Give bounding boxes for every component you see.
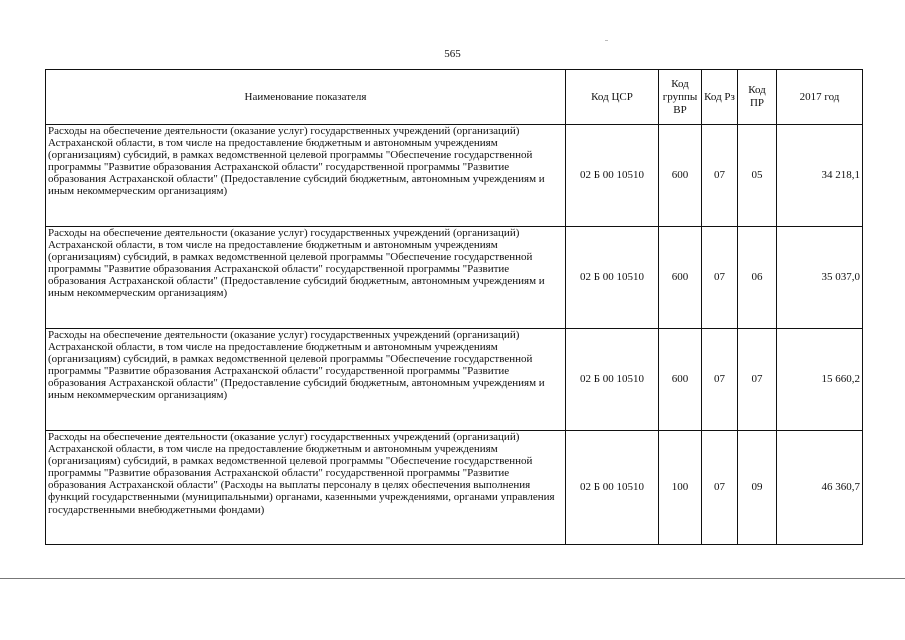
page-bottom-rule — [0, 578, 905, 579]
row-amount: 34 218,1 — [777, 125, 863, 227]
header-rz: Код Рз — [702, 70, 738, 125]
header-csr: Код ЦСР — [566, 70, 659, 125]
row-csr: 02 Б 00 10510 — [566, 227, 659, 329]
row-pr: 09 — [738, 431, 777, 545]
budget-table — [45, 69, 863, 545]
row-description: Расходы на обеспечение деятельности (оказание услуг) государственных учреждений (организаций) Астраханской области, в том числе на предоставление бюджетным и автономным учреждениям (организациям) субсидий, в рамках ведомственной целевой программы "Обеспечение государственной программы "Развитие образования Астраханской области" государственной программы "Развитие образования Астраханской области" (Расходы на выплаты персоналу в целях обеспечения выполнения функций государственными (муниципальными) органами, казенными учреждениями, органами управления государственными внебюджетными фондами) — [46, 431, 566, 545]
header-year: 2017 год — [777, 70, 863, 125]
row-description: Расходы на обеспечение деятельности (оказание услуг) государственных учреждений (организаций) Астраханской области, в том числе на предоставление бюджетным и автономным учреждениям (организациям) субсидий, в рамках ведомственной целевой программы "Обеспечение государственной программы "Развитие образования Астраханской области" государственной программы "Развитие образования Астраханской области" (Предоставление субсидий бюджетным, автономным учреждениям и иным некоммерческим организациям) — [46, 329, 566, 431]
table-row — [46, 329, 863, 431]
row-csr: 02 Б 00 10510 — [566, 431, 659, 545]
row-rz: 07 — [702, 125, 738, 227]
row-rz: 07 — [702, 431, 738, 545]
table-row — [46, 125, 863, 227]
header-name: Наименование показателя — [46, 70, 566, 125]
header-vr: Код группы ВР — [659, 70, 702, 125]
scan-mark — [605, 40, 608, 41]
row-description: Расходы на обеспечение деятельности (оказание услуг) государственных учреждений (организаций) Астраханской области, в том числе на предоставление бюджетным и автономным учреждениям (организациям) субсидий, в рамках ведомственной целевой программы "Обеспечение государственной программы "Развитие образования Астраханской области" государственной программы "Развитие образования Астраханской области" (Предоставление субсидий бюджетным, автономным учреждениям и иным некоммерческим организациям) — [46, 227, 566, 329]
row-vr: 600 — [659, 329, 702, 431]
table-row — [46, 431, 863, 545]
row-vr: 600 — [659, 125, 702, 227]
page-number: 565 — [444, 48, 461, 60]
row-rz: 07 — [702, 329, 738, 431]
table-header-row — [46, 70, 863, 125]
header-pr: Код ПР — [738, 70, 777, 125]
table-row — [46, 227, 863, 329]
row-pr: 07 — [738, 329, 777, 431]
row-vr: 600 — [659, 227, 702, 329]
row-amount: 35 037,0 — [777, 227, 863, 329]
row-vr: 100 — [659, 431, 702, 545]
row-csr: 02 Б 00 10510 — [566, 329, 659, 431]
row-pr: 05 — [738, 125, 777, 227]
row-amount: 46 360,7 — [777, 431, 863, 545]
row-amount: 15 660,2 — [777, 329, 863, 431]
row-csr: 02 Б 00 10510 — [566, 125, 659, 227]
row-pr: 06 — [738, 227, 777, 329]
row-description: Расходы на обеспечение деятельности (оказание услуг) государственных учреждений (организаций) Астраханской области, в том числе на предоставление бюджетным и автономным учреждениям (организациям) субсидий, в рамках ведомственной целевой программы "Обеспечение государственной программы "Развитие образования Астраханской области" государственной программы "Развитие образования Астраханской области" (Предоставление субсидий бюджетным, автономным учреждениям и иным некоммерческим организациям) — [46, 125, 566, 227]
row-rz: 07 — [702, 227, 738, 329]
